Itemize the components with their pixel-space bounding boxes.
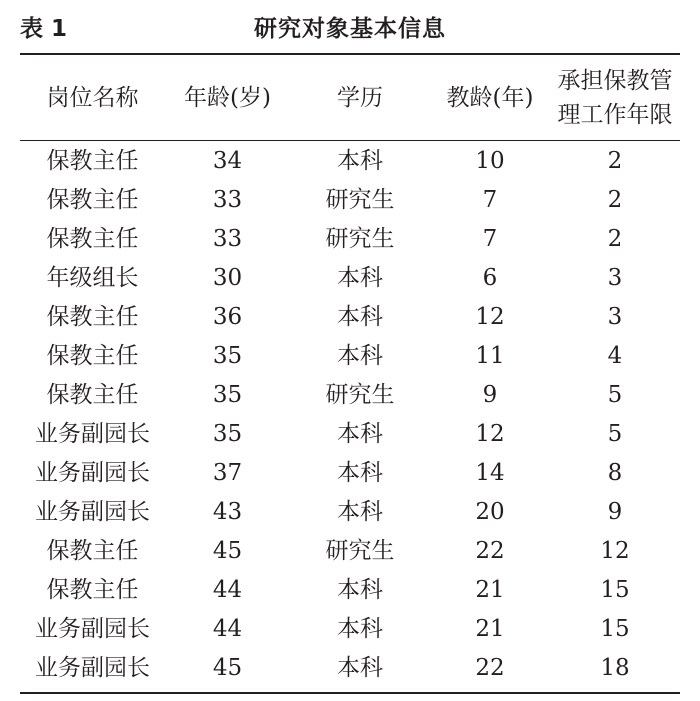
cell-teaching-years: 22	[475, 538, 505, 564]
cell-position: 保教主任	[46, 538, 139, 564]
column-header-position: 岗位名称	[46, 84, 139, 111]
cell-education: 研究生	[325, 382, 395, 408]
cell-management-years: 3	[607, 265, 623, 291]
cell-teaching-years: 7	[482, 226, 498, 252]
table-row	[20, 493, 680, 532]
cell-age: 35	[212, 421, 243, 447]
cell-teaching-years: 21	[475, 577, 505, 603]
cell-age: 33	[212, 226, 243, 252]
table-row	[20, 140, 680, 181]
cell-education: 研究生	[325, 538, 395, 564]
cell-age: 30	[212, 265, 243, 291]
cell-age: 45	[212, 655, 243, 681]
cell-management-years: 15	[600, 577, 630, 603]
column-header-teaching-years: 教龄(年)	[446, 84, 534, 111]
table-row	[20, 220, 680, 259]
cell-teaching-years: 12	[475, 304, 505, 330]
table-row	[20, 649, 680, 688]
bottom-rule	[20, 692, 680, 694]
cell-age: 43	[212, 499, 243, 525]
cell-education: 本科	[337, 265, 383, 291]
cell-management-years: 18	[600, 655, 630, 681]
cell-teaching-years: 21	[475, 616, 505, 642]
cell-position: 业务副园长	[35, 421, 150, 447]
cell-management-years: 3	[607, 304, 623, 330]
cell-teaching-years: 22	[475, 655, 505, 681]
cell-teaching-years: 9	[482, 382, 498, 408]
table-row	[20, 454, 680, 493]
cell-education: 本科	[337, 343, 383, 369]
cell-teaching-years: 12	[475, 421, 505, 447]
cell-position: 保教主任	[46, 304, 139, 330]
cell-management-years: 2	[607, 226, 623, 252]
cell-management-years: 4	[607, 343, 623, 369]
table-row	[20, 571, 680, 610]
cell-management-years: 9	[607, 499, 623, 525]
cell-teaching-years: 11	[475, 343, 505, 369]
cell-education: 本科	[337, 304, 383, 330]
cell-age: 45	[212, 538, 243, 564]
cell-position: 保教主任	[46, 343, 139, 369]
column-header-age: 年龄(岁)	[184, 84, 271, 111]
table-caption	[0, 14, 700, 48]
cell-age: 35	[212, 382, 243, 408]
cell-position: 业务副园长	[35, 616, 150, 642]
cell-position: 保教主任	[46, 577, 139, 603]
cell-position: 年级组长	[46, 265, 139, 291]
cell-management-years: 5	[607, 421, 623, 447]
cell-age: 33	[212, 187, 243, 213]
cell-education: 本科	[337, 616, 383, 642]
data-table	[20, 55, 680, 688]
header-line-2: 理工作年限	[557, 101, 673, 128]
cell-management-years: 15	[600, 616, 630, 642]
cell-position: 业务副园长	[35, 499, 150, 525]
cell-age: 44	[212, 616, 243, 642]
cell-teaching-years: 7	[482, 187, 498, 213]
header-line-1: 承担保教管	[557, 67, 673, 94]
table-row	[20, 259, 680, 298]
cell-position: 保教主任	[46, 226, 139, 252]
table-title: 研究对象基本信息	[254, 16, 446, 42]
cell-education: 研究生	[325, 187, 395, 213]
cell-teaching-years: 6	[482, 265, 498, 291]
cell-education: 本科	[337, 460, 383, 486]
cell-management-years: 2	[607, 148, 623, 174]
cell-management-years: 8	[607, 460, 623, 486]
cell-position: 保教主任	[46, 148, 139, 174]
cell-position: 业务副园长	[35, 460, 150, 486]
cell-age: 36	[212, 304, 243, 330]
cell-position: 业务副园长	[35, 655, 150, 681]
cell-education: 本科	[337, 148, 383, 174]
table-row	[20, 337, 680, 376]
cell-age: 34	[212, 148, 243, 174]
table-row	[20, 532, 680, 571]
cell-age: 37	[212, 460, 243, 486]
cell-position: 保教主任	[46, 187, 139, 213]
cell-education: 研究生	[325, 226, 395, 252]
column-header-management-years	[550, 55, 680, 140]
cell-teaching-years: 10	[475, 148, 505, 174]
cell-management-years: 2	[607, 187, 623, 213]
table-row	[20, 415, 680, 454]
table-row	[20, 181, 680, 220]
table-row	[20, 376, 680, 415]
header-row	[20, 55, 680, 140]
cell-management-years: 12	[600, 538, 630, 564]
cell-education: 本科	[337, 577, 383, 603]
cell-teaching-years: 14	[475, 460, 505, 486]
table-number: 表 1	[20, 16, 68, 42]
column-header-education: 学历	[337, 84, 383, 111]
cell-position: 保教主任	[46, 382, 139, 408]
cell-management-years: 5	[607, 382, 623, 408]
cell-education: 本科	[337, 655, 383, 681]
table-row	[20, 298, 680, 337]
cell-education: 本科	[337, 421, 383, 447]
cell-education: 本科	[337, 499, 383, 525]
cell-teaching-years: 20	[475, 499, 505, 525]
cell-age: 35	[212, 343, 243, 369]
table-row	[20, 610, 680, 649]
cell-age: 44	[212, 577, 243, 603]
